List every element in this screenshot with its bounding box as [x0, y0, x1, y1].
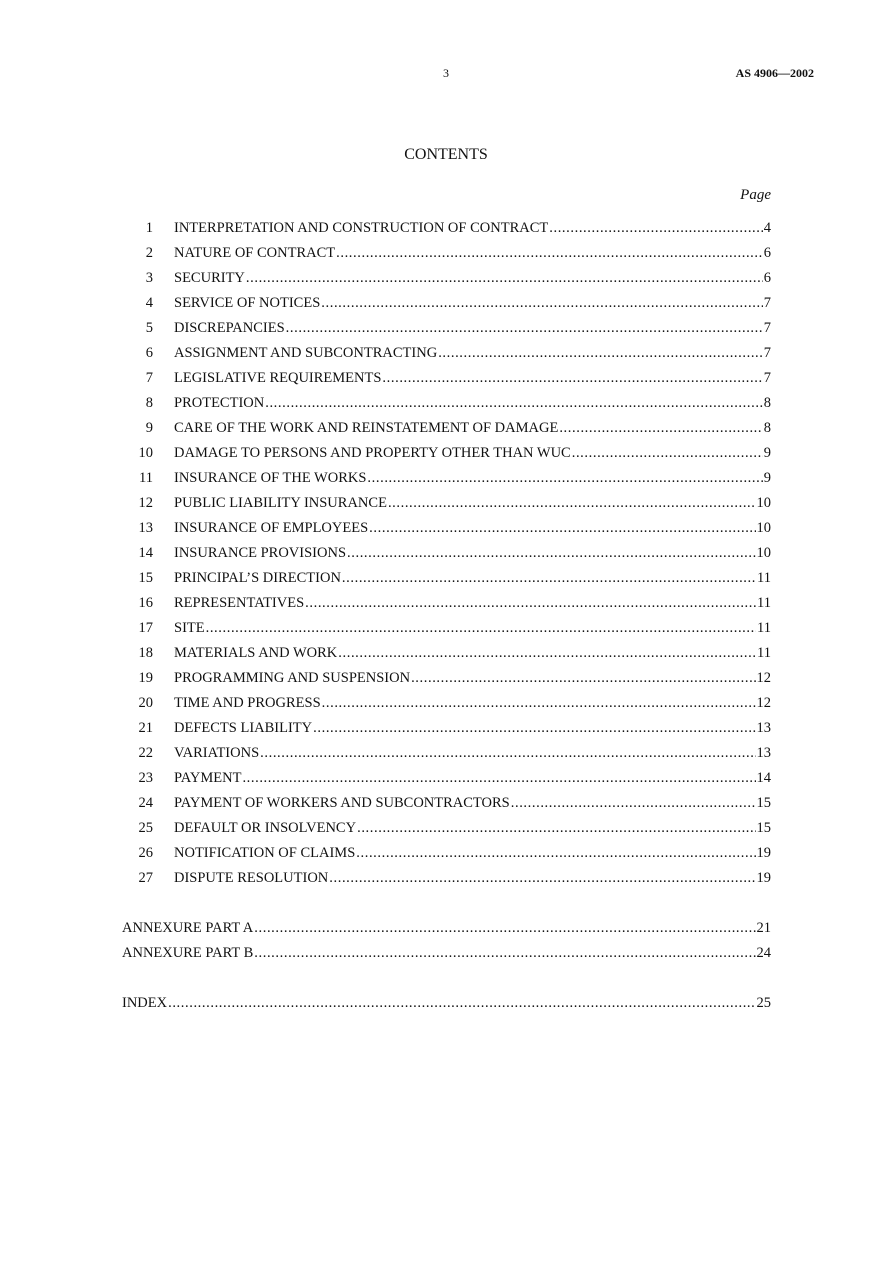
clause-number: 3	[145, 270, 153, 286]
clause-number: 18	[138, 645, 153, 661]
dot-leader	[347, 543, 755, 563]
entry-page-number: 25	[756, 995, 771, 1011]
entry-title: DISCREPANCIES	[174, 320, 285, 336]
toc-entry-clause[interactable]	[122, 618, 771, 638]
toc-entry-clause[interactable]	[122, 818, 771, 838]
dot-leader	[254, 918, 755, 938]
entry-page-number: 8	[763, 395, 771, 411]
entry-title: INSURANCE OF EMPLOYEES	[174, 520, 369, 536]
entry-page-number: 11	[757, 570, 771, 586]
dot-leader	[305, 593, 756, 613]
dot-leader	[411, 668, 755, 688]
toc-entry-clause[interactable]	[122, 768, 771, 788]
entry-page-number: 12	[756, 670, 771, 686]
dot-leader	[357, 818, 755, 838]
entry-page-number: 7	[763, 370, 771, 386]
dot-leader	[356, 843, 755, 863]
dot-leader	[254, 943, 755, 963]
dot-leader	[260, 743, 755, 763]
dot-leader	[242, 768, 755, 788]
clause-number: 1	[145, 220, 153, 236]
entry-title: NATURE OF CONTRACT	[174, 245, 336, 261]
entry-page-number: 19	[756, 845, 771, 861]
toc-entry-clause[interactable]	[122, 718, 771, 738]
toc-entry-clause[interactable]	[122, 743, 771, 763]
clause-number: 11	[139, 470, 153, 486]
entry-page-number: 7	[763, 345, 771, 361]
entry-title: PROGRAMMING AND SUSPENSION	[174, 670, 411, 686]
entry-page-number: 14	[756, 770, 771, 786]
entry-title: CARE OF THE WORK AND REINSTATEMENT OF DAMAGE	[174, 420, 559, 436]
toc-entry-clause[interactable]	[122, 243, 771, 263]
dot-leader	[511, 793, 756, 813]
entry-page-number: 7	[763, 295, 771, 311]
clause-number: 9	[145, 420, 153, 436]
clause-number: 26	[138, 845, 153, 861]
entry-page-number: 4	[763, 220, 771, 236]
clause-number: 8	[145, 395, 153, 411]
entry-title: INTERPRETATION AND CONSTRUCTION OF CONTRACT	[174, 220, 549, 236]
entry-title: DAMAGE TO PERSONS AND PROPERTY OTHER THAN WUC	[174, 445, 571, 461]
clause-number: 25	[138, 820, 153, 836]
entry-title: DEFECTS LIABILITY	[174, 720, 313, 736]
dot-leader	[336, 243, 763, 263]
entry-title: ANNEXURE PART B	[122, 945, 254, 961]
entry-title: PROTECTION	[174, 395, 265, 411]
entry-page-number: 19	[756, 870, 771, 886]
dot-leader	[388, 493, 756, 513]
entry-title: VARIATIONS	[174, 745, 260, 761]
entry-title: INSURANCE PROVISIONS	[174, 545, 347, 561]
dot-leader	[572, 443, 763, 463]
entry-page-number: 10	[756, 520, 771, 536]
entry-page-number: 6	[763, 245, 771, 261]
dot-leader	[206, 618, 756, 638]
entry-page-number: 12	[756, 695, 771, 711]
toc-entry-clause[interactable]	[122, 543, 771, 563]
toc-entry-clause[interactable]	[122, 668, 771, 688]
entry-title: ANNEXURE PART A	[122, 920, 254, 936]
toc-entry-clause[interactable]	[122, 293, 771, 313]
entry-page-number: 6	[763, 270, 771, 286]
dot-leader	[246, 268, 763, 288]
entry-page-number: 13	[756, 745, 771, 761]
page-number: 3	[443, 66, 449, 80]
entry-title: SERVICE OF NOTICES	[174, 295, 321, 311]
toc-entry-clause[interactable]	[122, 218, 771, 238]
entry-page-number: 9	[763, 470, 771, 486]
entry-page-number: 11	[757, 645, 771, 661]
entry-page-number: 7	[763, 320, 771, 336]
clause-number: 7	[145, 370, 153, 386]
clause-number: 5	[145, 320, 153, 336]
entry-page-number: 10	[756, 545, 771, 561]
toc-entry-clause[interactable]	[122, 418, 771, 438]
clause-number: 16	[138, 595, 153, 611]
toc-entry-clause[interactable]	[122, 368, 771, 388]
clause-number: 12	[138, 495, 153, 511]
entry-title: PRINCIPAL’S DIRECTION	[174, 570, 341, 586]
clause-number: 13	[138, 520, 153, 536]
entry-title: MATERIALS AND WORK	[174, 645, 338, 661]
toc-entry-clause[interactable]	[122, 443, 771, 463]
clause-number: 27	[138, 870, 153, 886]
entry-title: DEFAULT OR INSOLVENCY	[174, 820, 357, 836]
toc-entry-clause[interactable]	[122, 493, 771, 513]
entry-page-number: 11	[757, 595, 771, 611]
entry-page-number: 15	[756, 795, 771, 811]
entry-title: PAYMENT OF WORKERS AND SUBCONTRACTORS	[174, 795, 510, 811]
dot-leader	[369, 518, 755, 538]
toc-entry-clause[interactable]	[122, 868, 771, 888]
entry-page-number: 11	[757, 620, 771, 636]
dot-leader	[265, 393, 763, 413]
entry-page-number: 9	[763, 445, 771, 461]
entry-page-number: 15	[756, 820, 771, 836]
dot-leader	[313, 718, 755, 738]
dot-leader	[322, 693, 756, 713]
entry-title: SITE	[174, 620, 205, 636]
dot-leader	[321, 293, 762, 313]
entry-page-number: 24	[756, 945, 771, 961]
toc-entry-clause[interactable]	[122, 593, 771, 613]
clause-number: 15	[138, 570, 153, 586]
toc-entry-index[interactable]	[122, 993, 771, 1013]
dot-leader	[382, 368, 762, 388]
toc-entry-clause[interactable]	[122, 793, 771, 813]
entry-title: NOTIFICATION OF CLAIMS	[174, 845, 356, 861]
clause-number: 21	[138, 720, 153, 736]
toc-entry-annexure[interactable]	[122, 918, 771, 938]
clause-number: 23	[138, 770, 153, 786]
entry-title: PAYMENT	[174, 770, 242, 786]
entry-title: DISPUTE RESOLUTION	[174, 870, 329, 886]
clause-number: 17	[138, 620, 153, 636]
entry-title: INSURANCE OF THE WORKS	[174, 470, 367, 486]
entry-page-number: 8	[763, 420, 771, 436]
toc-entry-clause[interactable]	[122, 468, 771, 488]
dot-leader	[329, 868, 755, 888]
toc-entry-clause[interactable]	[122, 518, 771, 538]
toc-entry-clause[interactable]	[122, 643, 771, 663]
dot-leader	[559, 418, 762, 438]
entry-title: SECURITY	[174, 270, 245, 286]
entry-title: INDEX	[122, 995, 168, 1011]
clause-number: 2	[145, 245, 153, 261]
clause-number: 4	[145, 295, 153, 311]
entry-title: LEGISLATIVE REQUIREMENTS	[174, 370, 382, 386]
dot-leader	[549, 218, 763, 238]
clause-number: 10	[138, 445, 153, 461]
dot-leader	[438, 343, 763, 363]
toc-entry-clause[interactable]	[122, 318, 771, 338]
standard-identifier: AS 4906—2002	[735, 66, 814, 80]
clause-number: 19	[138, 670, 153, 686]
toc-entry-clause[interactable]	[122, 568, 771, 588]
clause-number: 14	[138, 545, 153, 561]
page-column-heading: Page	[740, 187, 771, 203]
toc-entry-clause[interactable]	[122, 393, 771, 413]
entry-title: PUBLIC LIABILITY INSURANCE	[174, 495, 387, 511]
dot-leader	[367, 468, 762, 488]
dot-leader	[286, 318, 763, 338]
clause-number: 22	[138, 745, 153, 761]
dot-leader	[168, 993, 755, 1013]
entry-page-number: 13	[756, 720, 771, 736]
clause-number: 20	[138, 695, 153, 711]
contents-title: CONTENTS	[404, 146, 488, 163]
toc-entry-clause[interactable]	[122, 693, 771, 713]
clause-number: 6	[145, 345, 153, 361]
entry-page-number: 10	[756, 495, 771, 511]
toc-entry-annexure[interactable]	[122, 943, 771, 963]
entry-title: REPRESENTATIVES	[174, 595, 305, 611]
dot-leader	[338, 643, 756, 663]
toc-entry-clause[interactable]	[122, 843, 771, 863]
dot-leader	[342, 568, 756, 588]
clause-number: 24	[138, 795, 153, 811]
entry-title: ASSIGNMENT AND SUBCONTRACTING	[174, 345, 438, 361]
toc-entry-clause[interactable]	[122, 343, 771, 363]
toc-entry-clause[interactable]	[122, 268, 771, 288]
entry-page-number: 21	[756, 920, 771, 936]
entry-title: TIME AND PROGRESS	[174, 695, 321, 711]
